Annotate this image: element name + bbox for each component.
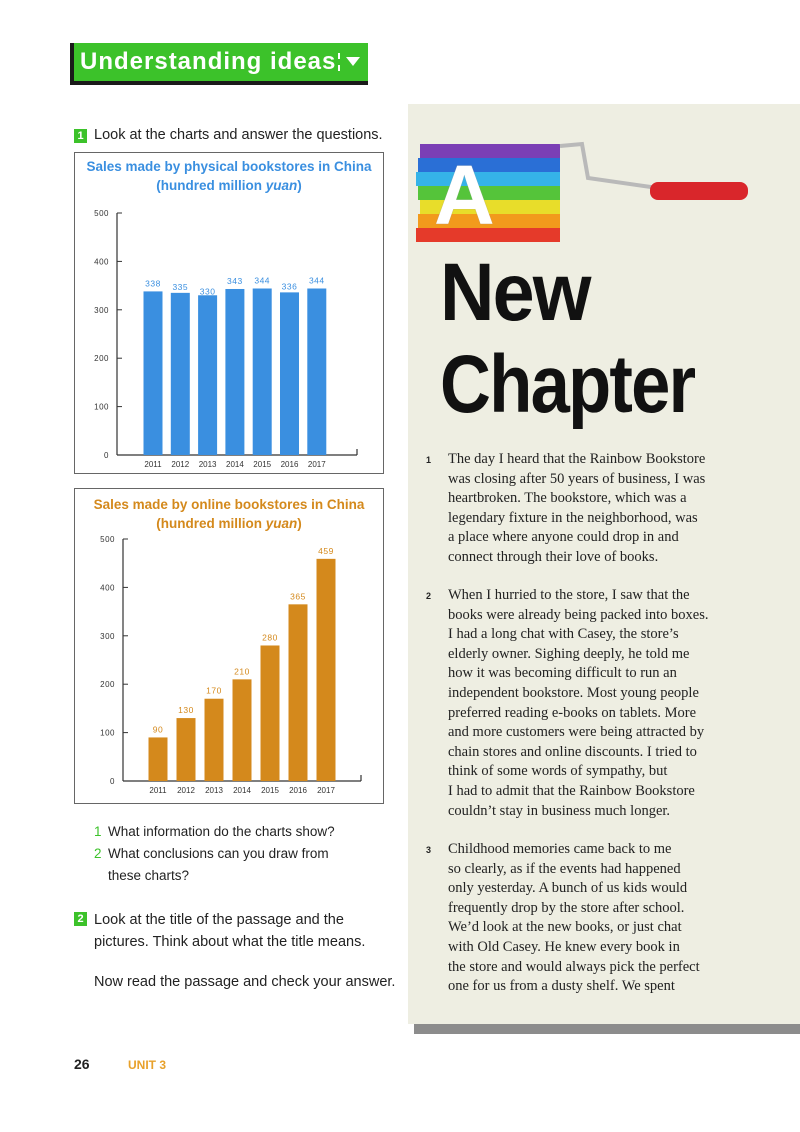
paragraph-3: Childhood memories came back to me so clearly, as if the events had happened only yesterday. A bunch of us kids would frequently drop by the store after school. We’d look at the new books, or just chat with Old Casey. He knew every book in the store and would always pick the perfect one for us from a dusty shelf. We spent (448, 841, 700, 995)
bar-value-label: 343 (227, 275, 243, 286)
question-2-cont: these charts? (108, 868, 190, 883)
chart-1-plot (75, 153, 383, 473)
unit-label: UNIT 3 (128, 1058, 167, 1072)
x-tick-label: 2013 (205, 786, 223, 795)
y-tick-label: 100 (94, 402, 109, 412)
y-tick-label: 200 (100, 680, 115, 690)
x-tick-label: 2017 (307, 460, 326, 469)
paragraph-2: When I hurried to the store, I saw that the books were already being packed into boxes. I had a long chat with Casey, the store’s elderly owner. Sighing deeply, he told me how it was becoming difficult to run an independent bookstore. Most young people preferred reading e-books on tablets. More and more customers were being attracted by chain stores and online discounts. I tried to think of some words of sympathy, but I had to admit that the Rainbow Bookstore couldn’t stay in business much longer. (448, 587, 709, 819)
title-chapter: Chapter (440, 339, 695, 430)
y-tick-label: 300 (100, 631, 115, 641)
x-tick-label: 2015 (253, 460, 272, 469)
bar (233, 679, 252, 781)
bar (253, 289, 272, 455)
title-letter-a: A (434, 148, 495, 242)
bar (261, 645, 280, 781)
activity-2-read-instruction: Now read the passage and check your answer. (94, 974, 396, 990)
activity-2-line-2: pictures. Think about what the title means. (94, 934, 366, 950)
y-tick-label: 200 (94, 354, 109, 364)
bar (198, 295, 217, 455)
bar-value-label: 365 (290, 591, 306, 602)
x-tick-label: 2014 (226, 460, 244, 469)
question-2: 2 What conclusions can you draw from (94, 846, 329, 861)
x-tick-label: 2016 (280, 460, 299, 469)
y-tick-label: 500 (94, 209, 109, 218)
bar-value-label: 280 (262, 632, 278, 643)
bar-value-label: 459 (318, 545, 334, 556)
bar-value-label: 338 (145, 278, 161, 289)
bar (317, 559, 336, 781)
section-header (70, 43, 368, 85)
x-tick-label: 2012 (171, 460, 190, 469)
bar (177, 718, 196, 781)
bar-value-label: 344 (254, 275, 271, 286)
roller-handle-grip (650, 182, 748, 200)
chart-1-title-line: Sales made by physical bookstores in China (86, 159, 372, 174)
x-tick-label: 2017 (317, 786, 335, 795)
paragraph-3-number: 3 (426, 845, 432, 855)
y-tick-label: 400 (100, 583, 115, 593)
bar-value-label: 130 (178, 705, 194, 716)
bar (144, 291, 163, 455)
x-tick-label: 2012 (177, 786, 195, 795)
online-bookstore-chart (74, 488, 384, 804)
bar-value-label: 336 (281, 281, 298, 292)
bar (289, 604, 308, 781)
y-tick-label: 400 (94, 257, 109, 267)
chart-2-title-line: Sales made by online bookstores in China (93, 497, 365, 512)
x-tick-label: 2011 (144, 460, 162, 469)
bar-value-label: 170 (206, 685, 222, 696)
x-tick-label: 2016 (289, 786, 307, 795)
y-tick-label: 0 (110, 777, 115, 786)
activity-2-badge: 2 (74, 912, 87, 926)
chart-1-subtitle: (hundred million yuan) (156, 178, 302, 193)
section-title: Understanding ideas (80, 48, 337, 75)
paragraph-1: The day I heard that the Rainbow Bookstore was closing after 50 years of business, I was heartbroken. The bookstore, which was a legendary fixture in the neighborhood, was a place where anyone could drop in and connect through their love of books. (448, 451, 706, 565)
question-1: 1 What information do the charts show? (94, 824, 335, 839)
bar-value-label: 335 (172, 281, 189, 292)
bar-value-label: 90 (152, 724, 164, 735)
activity-2-line-1: Look at the title of the passage and the (94, 912, 344, 928)
bar (307, 289, 326, 455)
bar (171, 293, 190, 455)
bar-value-label: 210 (234, 666, 250, 677)
chart-2-plot (75, 489, 383, 803)
panel-bottom-bar (414, 1024, 800, 1034)
y-tick-label: 300 (94, 305, 109, 315)
section-header-banner (74, 43, 368, 81)
bar (149, 737, 168, 781)
x-tick-label: 2015 (261, 786, 279, 795)
physical-bookstore-chart (74, 152, 384, 474)
bar (280, 292, 299, 455)
roller-handle-rod (560, 144, 658, 188)
y-tick-label: 500 (100, 535, 115, 544)
y-tick-label: 100 (100, 728, 115, 738)
activity-1-badge: 1 (74, 129, 87, 143)
paragraph-2-number: 2 (426, 591, 432, 601)
chart-2-subtitle: (hundred million yuan) (156, 516, 302, 531)
page-number: 26 (74, 1056, 90, 1072)
title-new: New (440, 247, 590, 338)
x-tick-label: 2014 (233, 786, 251, 795)
activity-2-instruction (94, 909, 365, 953)
y-tick-label: 0 (104, 451, 109, 460)
x-tick-label: 2011 (149, 786, 167, 795)
dropdown-arrow-icon[interactable] (338, 53, 362, 71)
paragraph-1-number: 1 (426, 455, 432, 465)
bar-value-label: 344 (308, 275, 325, 286)
bar-value-label: 330 (199, 286, 216, 297)
x-tick-label: 2013 (198, 460, 217, 469)
question-list (94, 821, 335, 887)
bar (225, 289, 244, 455)
bar (205, 699, 224, 781)
activity-1-instruction: Look at the charts and answer the questions. (94, 127, 383, 143)
